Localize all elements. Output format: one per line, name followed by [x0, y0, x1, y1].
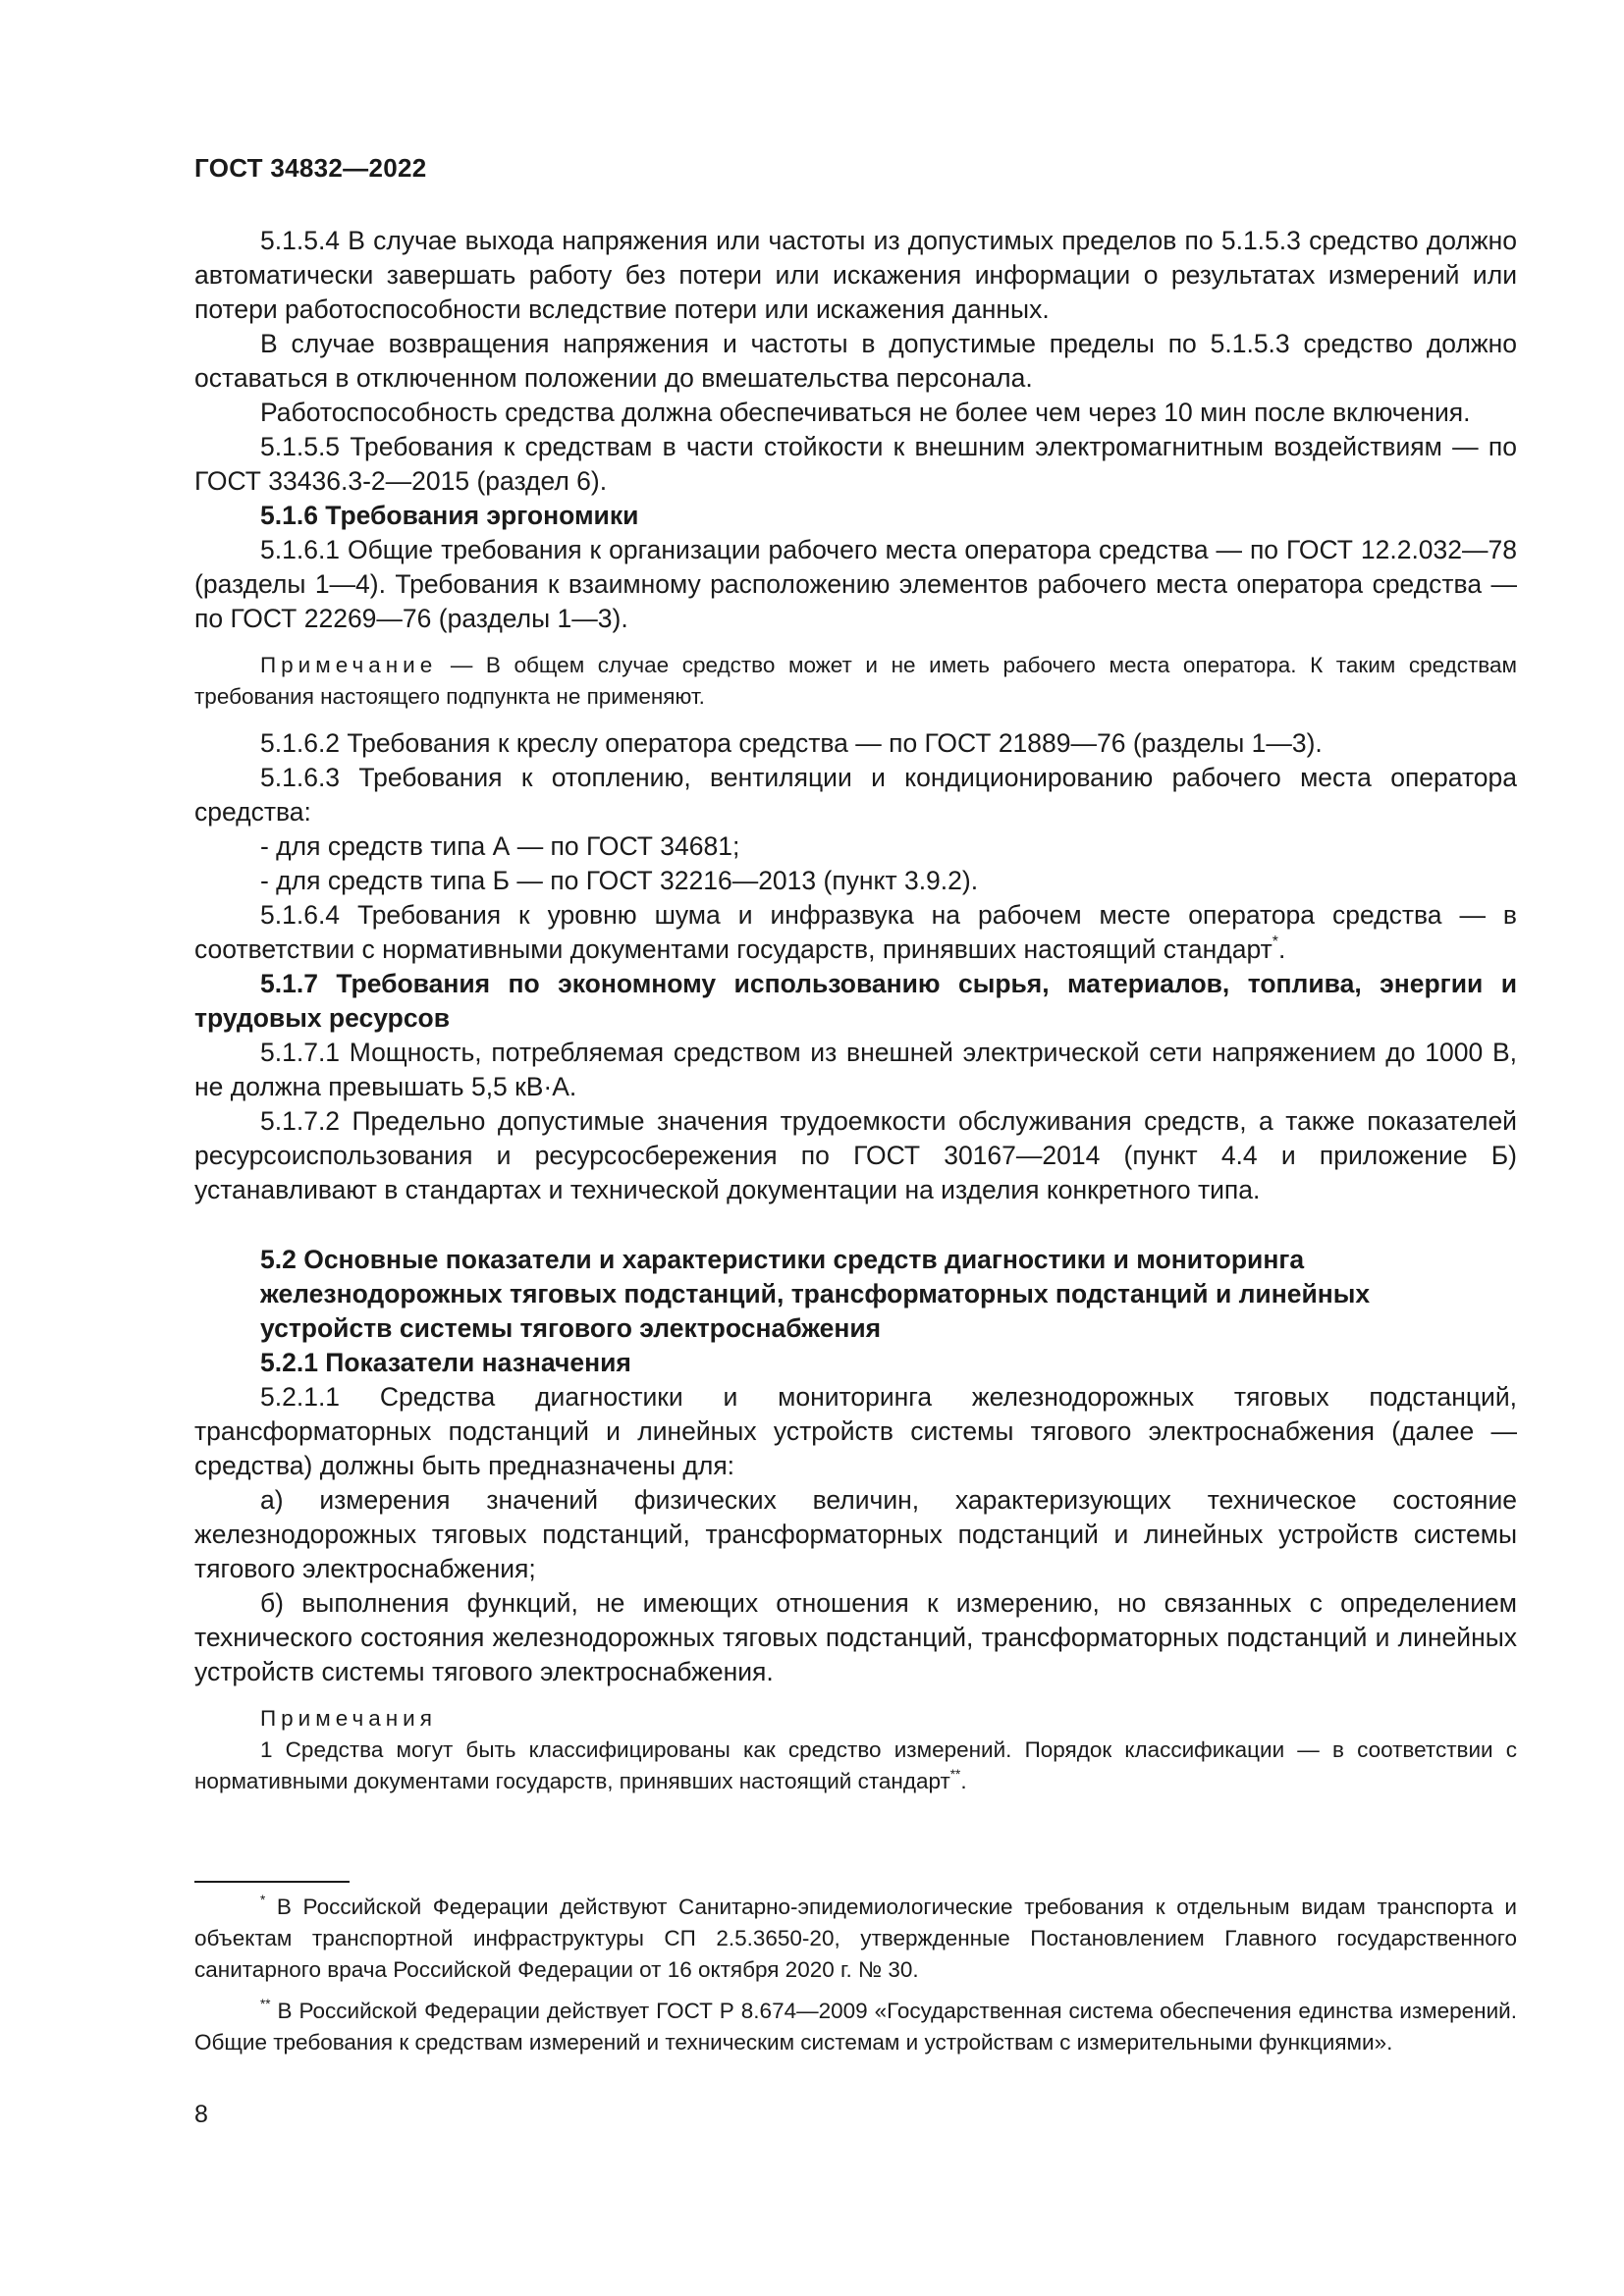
list-item-type-a: - для средств типа А — по ГОСТ 34681;	[260, 831, 740, 861]
footnote-ref-2[interactable]: **	[949, 1766, 961, 1782]
note-label: Примечание	[260, 653, 438, 677]
footnote-ref-1[interactable]: *	[1272, 934, 1278, 951]
footnote-1-text: В Российской Федерации действуют Санитарно-эпидемиологические требования к отдельным видам транспорта и объектам транспортной инфраструктуры СП 2.5.3650-20, утвержденные Постановлением Главного государственного санитарного врача Российской Федерации от 16 октября 2020 г. № 30.	[194, 1895, 1517, 1982]
heading-5-2-1: 5.2.1 Показатели назначения	[260, 1348, 631, 1377]
paragraph-voltage-return: В случае возвращения напряжения и частоты в допустимые пределы по 5.1.5.3 средство должно оставаться в отключенном положении до вмешательства персонала.	[194, 329, 1517, 393]
document-body	[194, 224, 1517, 1797]
list-item-a: а) измерения значений физических величин, характеризующих техническое состояние железнодорожных тяговых подстанций, трансформаторных подстанций и линейных устройств системы тягового электроснабжения;	[194, 1485, 1517, 1583]
footnote-2	[194, 1996, 1517, 2058]
footnote-divider	[194, 1881, 350, 1883]
note-workplace	[194, 650, 1517, 713]
heading-5-1-6: 5.1.6 Требования эргономики	[260, 501, 639, 530]
page-number: 8	[194, 2101, 208, 2128]
footnote-1	[194, 1892, 1517, 1986]
heading-5-2	[194, 1243, 1517, 1346]
paragraph-5-1-6-3: 5.1.6.3 Требования к отоплению, вентиляции и кондиционированию рабочего места оператора средства:	[194, 763, 1517, 827]
footnote-2-mark: **	[260, 1996, 271, 2011]
notes-heading	[194, 1703, 1517, 1735]
paragraph-5-1-7-1: 5.1.7.1 Мощность, потребляемая средством из внешней электрической сети напряжением до 1000 В, не должна превышать 5,5 кВ·А.	[194, 1038, 1517, 1101]
notes-label: Примечания	[260, 1706, 437, 1731]
heading-5-2-line-2: железнодорожных тяговых подстанций, трансформаторных подстанций и линейных	[260, 1279, 1371, 1308]
paragraph-5-1-6-4-end: .	[1277, 934, 1286, 964]
paragraph-5-1-5-4: 5.1.5.4 В случае выхода напряжения или частоты из допустимых пределов по 5.1.5.3 средство должно автоматически завершать работу без потери или искажения информации о результатах измерений или потери работоспособности вследствие потери или искажения данных.	[194, 226, 1517, 324]
paragraph-5-1-6-2: 5.1.6.2 Требования к креслу оператора средства — по ГОСТ 21889—76 (разделы 1—3).	[260, 728, 1323, 758]
paragraph-5-1-5-5: 5.1.5.5 Требования к средствам в части стойкости к внешним электромагнитным воздействиям — по ГОСТ 33436.3-2—2015 (раздел 6).	[194, 432, 1517, 496]
note-text: — В общем случае средство может и не иметь рабочего места оператора. К таким средствам требования настоящего подпункта не применяют.	[194, 653, 1517, 709]
paragraph-5-1-6-4-text: 5.1.6.4 Требования к уровню шума и инфразвука на рабочем месте оператора средства — в соответствии с нормативными документами государств, принявших настоящий стандарт	[194, 900, 1517, 964]
footnotes	[194, 1892, 1517, 2068]
list-item-b: б) выполнения функций, не имеющих отношения к измерению, но связанных с определением технического состояния железнодорожных тяговых подстанций, трансформаторных подстанций и линейных устройств системы тягового электроснабжения.	[194, 1588, 1517, 1686]
paragraph-operability: Работоспособность средства должна обеспечиваться не более чем через 10 мин после включения.	[260, 398, 1471, 427]
document-header: ГОСТ 34832—2022	[194, 153, 427, 183]
paragraph-5-1-7-2: 5.1.7.2 Предельно допустимые значения трудоемкости обслуживания средств, а также показателей ресурсоиспользования и ресурсосбережения по ГОСТ 30167—2014 (пункт 4.4 и приложение Б) устанавливают в стандартах и технической документации на изделия конкретного типа.	[194, 1106, 1517, 1204]
heading-5-1-7: 5.1.7 Требования по экономному использованию сырья, материалов, топлива, энергии и трудовых ресурсов	[194, 969, 1517, 1033]
note-classification	[194, 1735, 1517, 1797]
note-classification-end: .	[960, 1769, 967, 1793]
heading-5-2-line-3: устройств системы тягового электроснабжения	[260, 1313, 882, 1343]
paragraph-5-1-6-4	[194, 898, 1517, 967]
note-classification-text: 1 Средства могут быть классифицированы как средство измерений. Порядок классификации — в соответствии с нормативными документами государств, принявших настоящий стандарт	[194, 1737, 1517, 1793]
paragraph-5-1-6-1: 5.1.6.1 Общие требования к организации рабочего места оператора средства — по ГОСТ 12.2.032—78 (разделы 1—4). Требования к взаимному расположению элементов рабочего места оператора средства — по ГОСТ 22269—76 (разделы 1—3).	[194, 535, 1517, 633]
footnote-1-mark: *	[260, 1892, 266, 1907]
paragraph-5-2-1-1: 5.2.1.1 Средства диагностики и мониторинга железнодорожных тяговых подстанций, трансформаторных подстанций и линейных устройств системы тягового электроснабжения (далее — средства) должны быть предназначены для:	[194, 1382, 1517, 1480]
footnote-2-text: В Российской Федерации действует ГОСТ Р 8.674—2009 «Государственная система обеспечения единства измерений. Общие требования к средствам измерений и техническим системам и устройствам с измерительными функциями».	[194, 1999, 1517, 2055]
heading-5-2-line-1: 5.2 Основные показатели и характеристики средств диагностики и мониторинга	[260, 1245, 1305, 1274]
list-item-type-b: - для средств типа Б — по ГОСТ 32216—2013 (пункт 3.9.2).	[260, 866, 979, 895]
